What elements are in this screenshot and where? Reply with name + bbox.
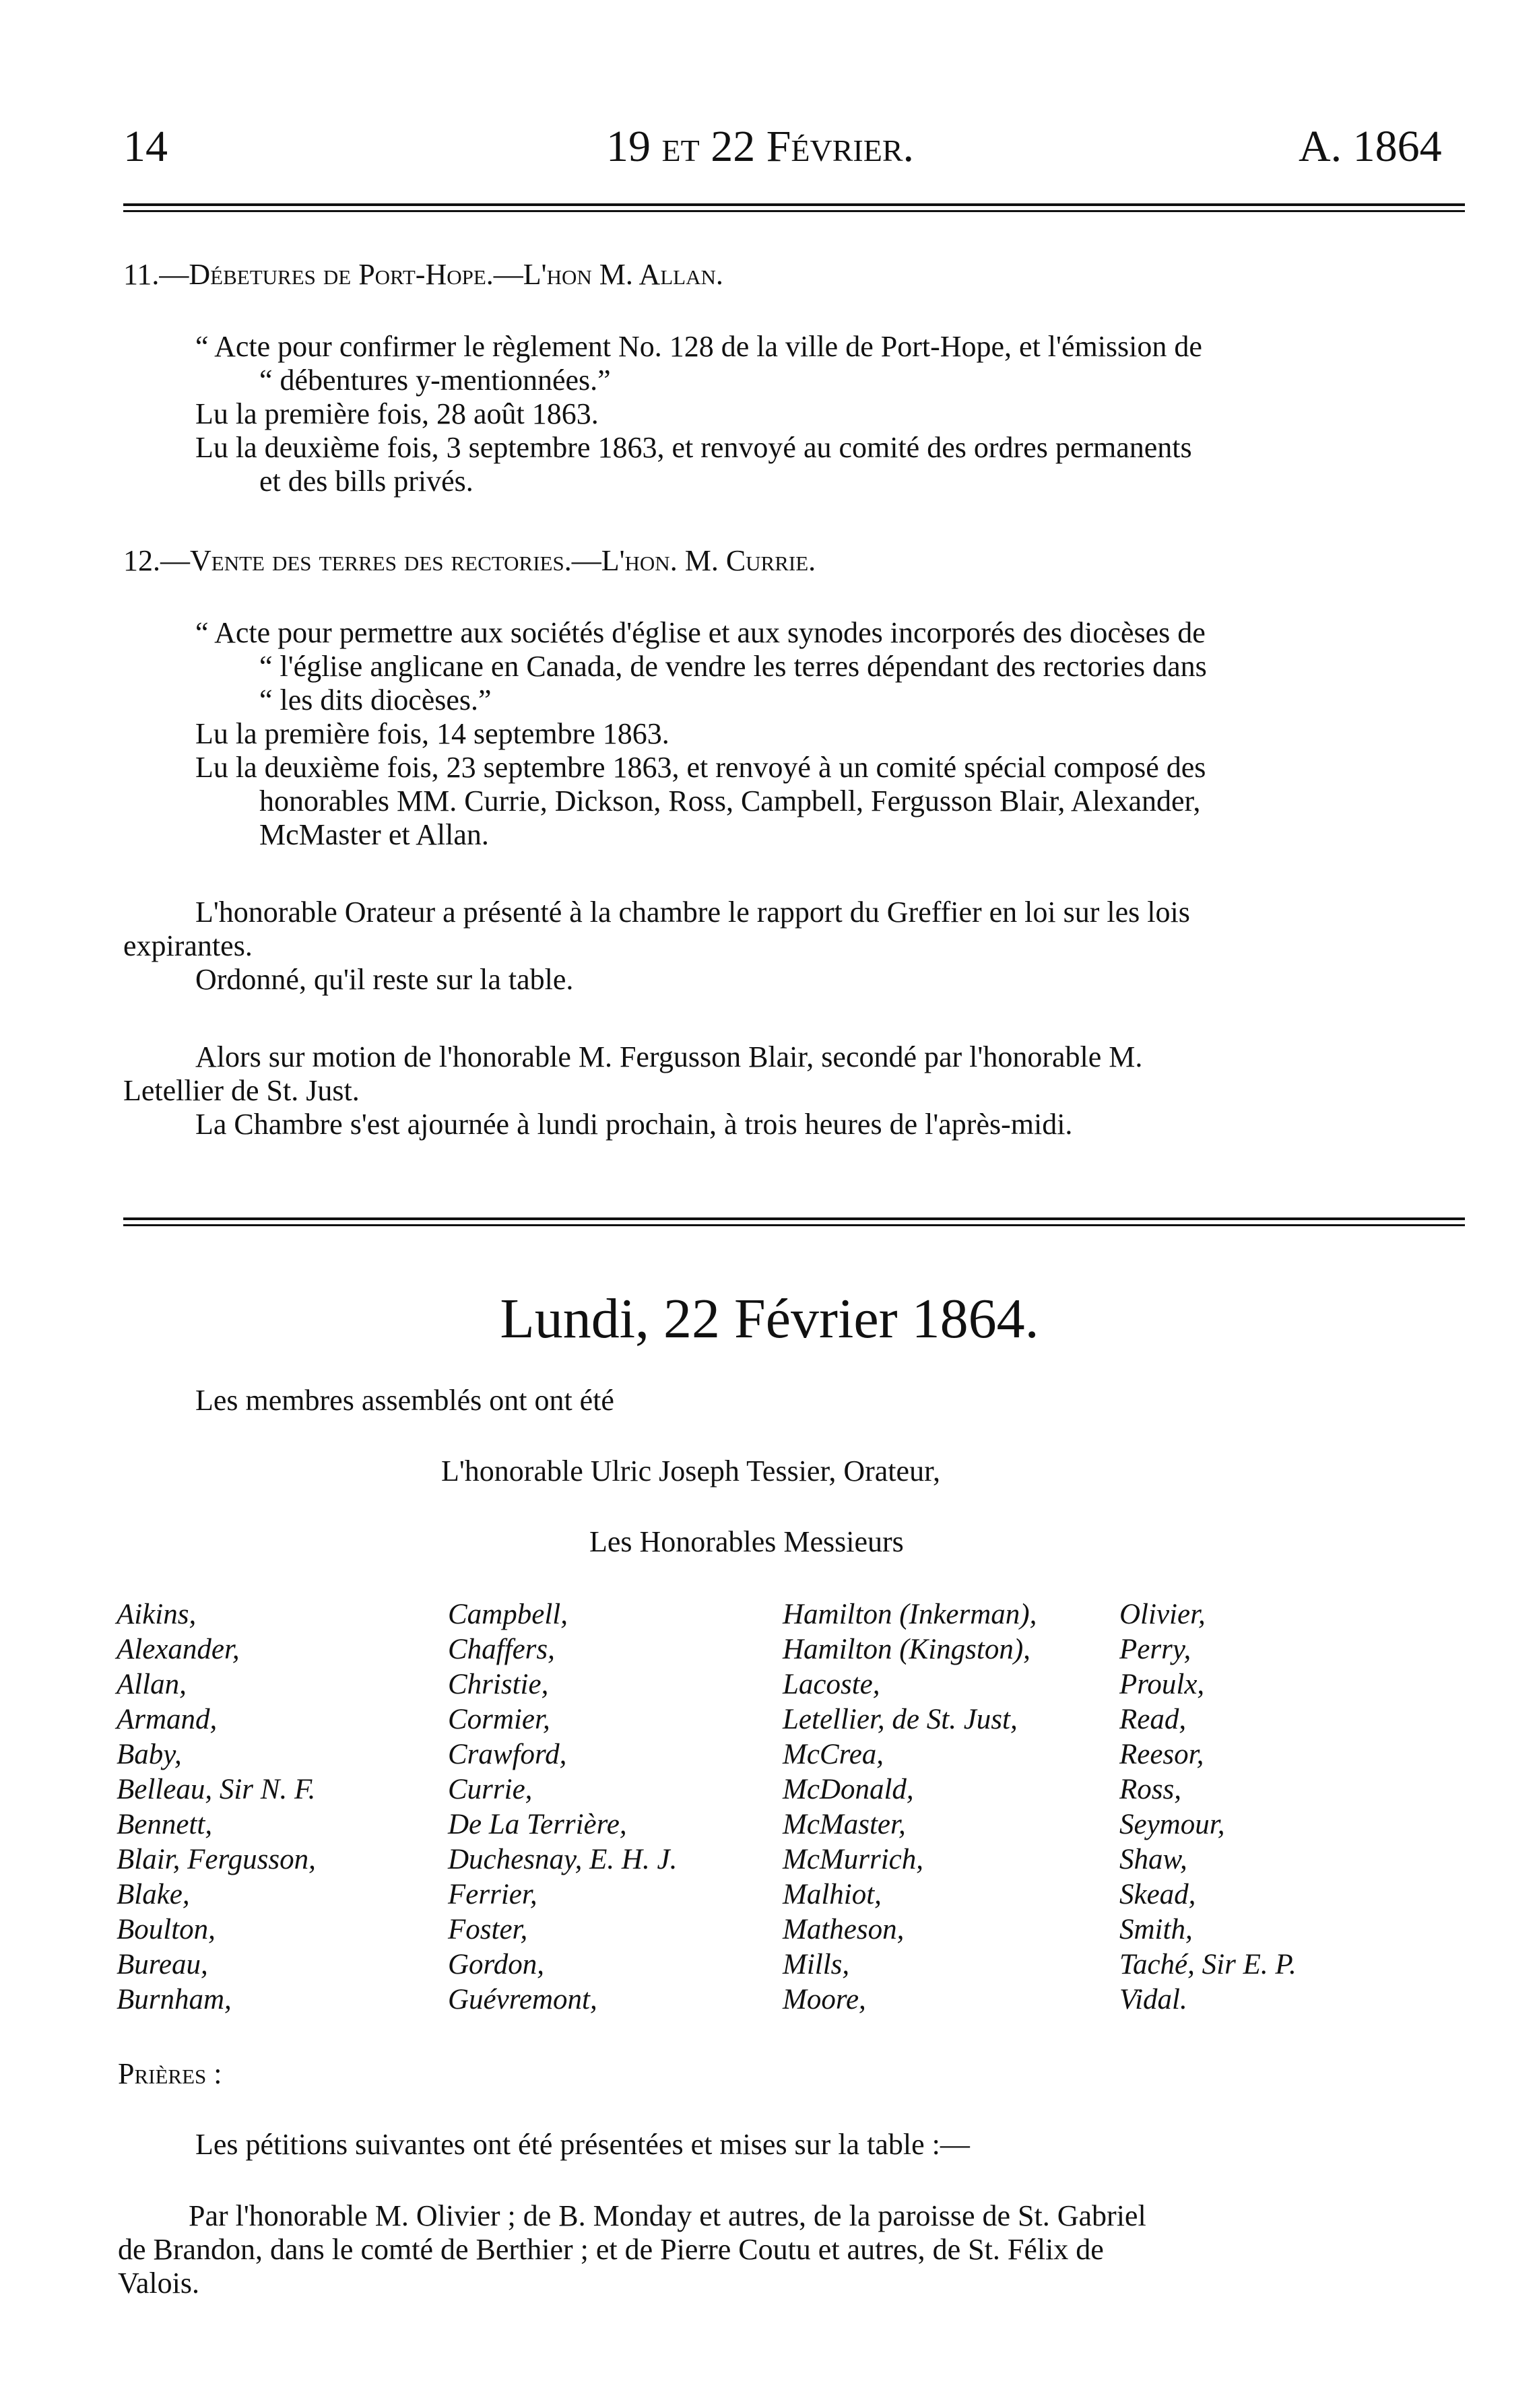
member-name: Boulton,	[117, 1914, 216, 1945]
member-name: Aikins,	[117, 1599, 197, 1630]
member-name: Matheson,	[783, 1914, 905, 1945]
header-rule	[123, 203, 1465, 212]
section-11-line: et des bills privés.	[259, 465, 473, 498]
member-name: Vidal.	[1119, 1984, 1187, 2015]
member-name: Allan,	[117, 1669, 187, 1700]
member-name: Hamilton (Inkerman),	[783, 1599, 1037, 1630]
members-line: Les membres assemblés ont ont été	[195, 1384, 614, 1417]
section-12-line: “ Acte pour permettre aux sociétés d'église et aux synodes incorporés des diocèses de	[195, 616, 1206, 649]
member-name: Olivier,	[1119, 1599, 1206, 1630]
section-12-line: McMaster et Allan.	[259, 818, 489, 851]
member-name: Belleau, Sir N. F.	[117, 1774, 316, 1805]
member-name: Smith,	[1119, 1914, 1193, 1945]
member-name: Skead,	[1119, 1879, 1196, 1910]
member-name: Guévremont,	[448, 1984, 597, 2015]
petition-line: Par l'honorable M. Olivier ; de B. Monday et autres, de la paroisse de St. Gabriel	[189, 2199, 1146, 2232]
member-name: McCrea,	[783, 1739, 884, 1770]
member-name: Mills,	[783, 1949, 850, 1980]
orateur-line: Ordonné, qu'il reste sur la table.	[195, 963, 574, 996]
member-name: Crawford,	[448, 1739, 567, 1770]
section-12-line: “ les dits diocèses.”	[259, 683, 492, 716]
member-name: Chaffers,	[448, 1634, 555, 1665]
member-name: Perry,	[1119, 1634, 1191, 1665]
section-12-line: Lu la première fois, 14 septembre 1863.	[195, 717, 669, 750]
member-name: Read,	[1119, 1704, 1187, 1735]
member-name: Foster,	[448, 1914, 528, 1945]
member-name: Armand,	[117, 1704, 218, 1735]
member-name: Baby,	[117, 1739, 182, 1770]
motion-line: Alors sur motion de l'honorable M. Fergusson Blair, secondé par l'honorable M.	[195, 1040, 1143, 1073]
member-name: De La Terrière,	[448, 1809, 627, 1840]
section-12-line: Lu la deuxième fois, 23 septembre 1863, et renvoyé à un comité spécial composé des	[195, 751, 1206, 784]
section-11-line: “ Acte pour confirmer le règlement No. 128 de la ville de Port-Hope, et l'émission de	[195, 330, 1202, 363]
petition-line: de Brandon, dans le comté de Berthier ; et de Pierre Coutu et autres, de St. Félix de	[118, 2233, 1104, 2266]
page-number: 14	[123, 122, 168, 171]
members-column-4	[1119, 1597, 1297, 2017]
section-11-line: Lu la deuxième fois, 3 septembre 1863, et renvoyé au comité des ordres permanents	[195, 431, 1192, 464]
petitions-intro: Les pétitions suivantes ont été présentées et mises sur la table :—	[195, 2128, 970, 2161]
orateur-line: expirantes.	[123, 929, 253, 962]
member-name: Gordon,	[448, 1949, 544, 1980]
member-name: McMurrich,	[783, 1844, 923, 1875]
member-name: Bureau,	[117, 1949, 208, 1980]
member-name: Burnham,	[117, 1984, 232, 2015]
member-name: Seymour,	[1119, 1809, 1225, 1840]
members-column-1	[117, 1597, 316, 2017]
members-column-2	[448, 1597, 677, 2017]
member-name: Ferrier,	[448, 1879, 537, 1910]
member-name: Reesor,	[1119, 1739, 1204, 1770]
member-name: McDonald,	[783, 1774, 914, 1805]
members-column-3	[783, 1597, 1037, 2017]
honorables-heading: Les Honorables Messieurs	[589, 1525, 904, 1558]
section-11-line: Lu la première fois, 28 août 1863.	[195, 397, 599, 430]
prieres-heading: Prières :	[118, 2057, 222, 2090]
member-name: Alexander,	[117, 1634, 240, 1665]
speaker-line: L'honorable Ulric Joseph Tessier, Orateur,	[441, 1454, 940, 1487]
motion-line: La Chambre s'est ajournée à lundi prochain, à trois heures de l'après-midi.	[195, 1108, 1073, 1141]
member-name: Bennett,	[117, 1809, 213, 1840]
page-date-header: 19 et 22 Février.	[606, 122, 915, 171]
section-12-line: honorables MM. Currie, Dickson, Ross, Campbell, Fergusson Blair, Alexander,	[259, 784, 1201, 817]
member-name: Campbell,	[448, 1599, 568, 1630]
member-name: Letellier, de St. Just,	[783, 1704, 1018, 1735]
member-name: Cormier,	[448, 1704, 550, 1735]
member-name: Duchesnay, E. H. J.	[448, 1844, 678, 1875]
session-title: Lundi, 22 Février 1864.	[500, 1287, 1039, 1350]
member-name: Taché, Sir E. P.	[1119, 1949, 1297, 1980]
page-year: A. 1864	[1299, 122, 1442, 171]
member-name: Ross,	[1119, 1774, 1181, 1805]
member-name: Hamilton (Kingston),	[783, 1634, 1030, 1665]
section-11-line: “ débentures y-mentionnées.”	[259, 364, 611, 397]
member-name: Proulx,	[1119, 1669, 1205, 1700]
member-name: Christie,	[448, 1669, 549, 1700]
member-name: McMaster,	[783, 1809, 906, 1840]
section-12-line: “ l'église anglicane en Canada, de vendre les terres dépendant des rectories dans	[259, 650, 1207, 683]
member-name: Moore,	[783, 1984, 866, 2015]
section-rule	[123, 1217, 1465, 1226]
section-11-heading: 11.—Débetures de Port-Hope.—L'hon M. Allan.	[123, 258, 723, 291]
petition-line: Valois.	[118, 2267, 199, 2300]
motion-line: Letellier de St. Just.	[123, 1074, 360, 1107]
member-name: Lacoste,	[783, 1669, 880, 1700]
member-name: Malhiot,	[783, 1879, 882, 1910]
orateur-line: L'honorable Orateur a présenté à la chambre le rapport du Greffier en loi sur les lois	[195, 896, 1190, 929]
member-name: Blake,	[117, 1879, 190, 1910]
member-name: Currie,	[448, 1774, 533, 1805]
member-name: Shaw,	[1119, 1844, 1187, 1875]
section-12-heading: 12.—Vente des terres des rectories.—L'hon. M. Currie.	[123, 544, 816, 577]
member-name: Blair, Fergusson,	[117, 1844, 316, 1875]
